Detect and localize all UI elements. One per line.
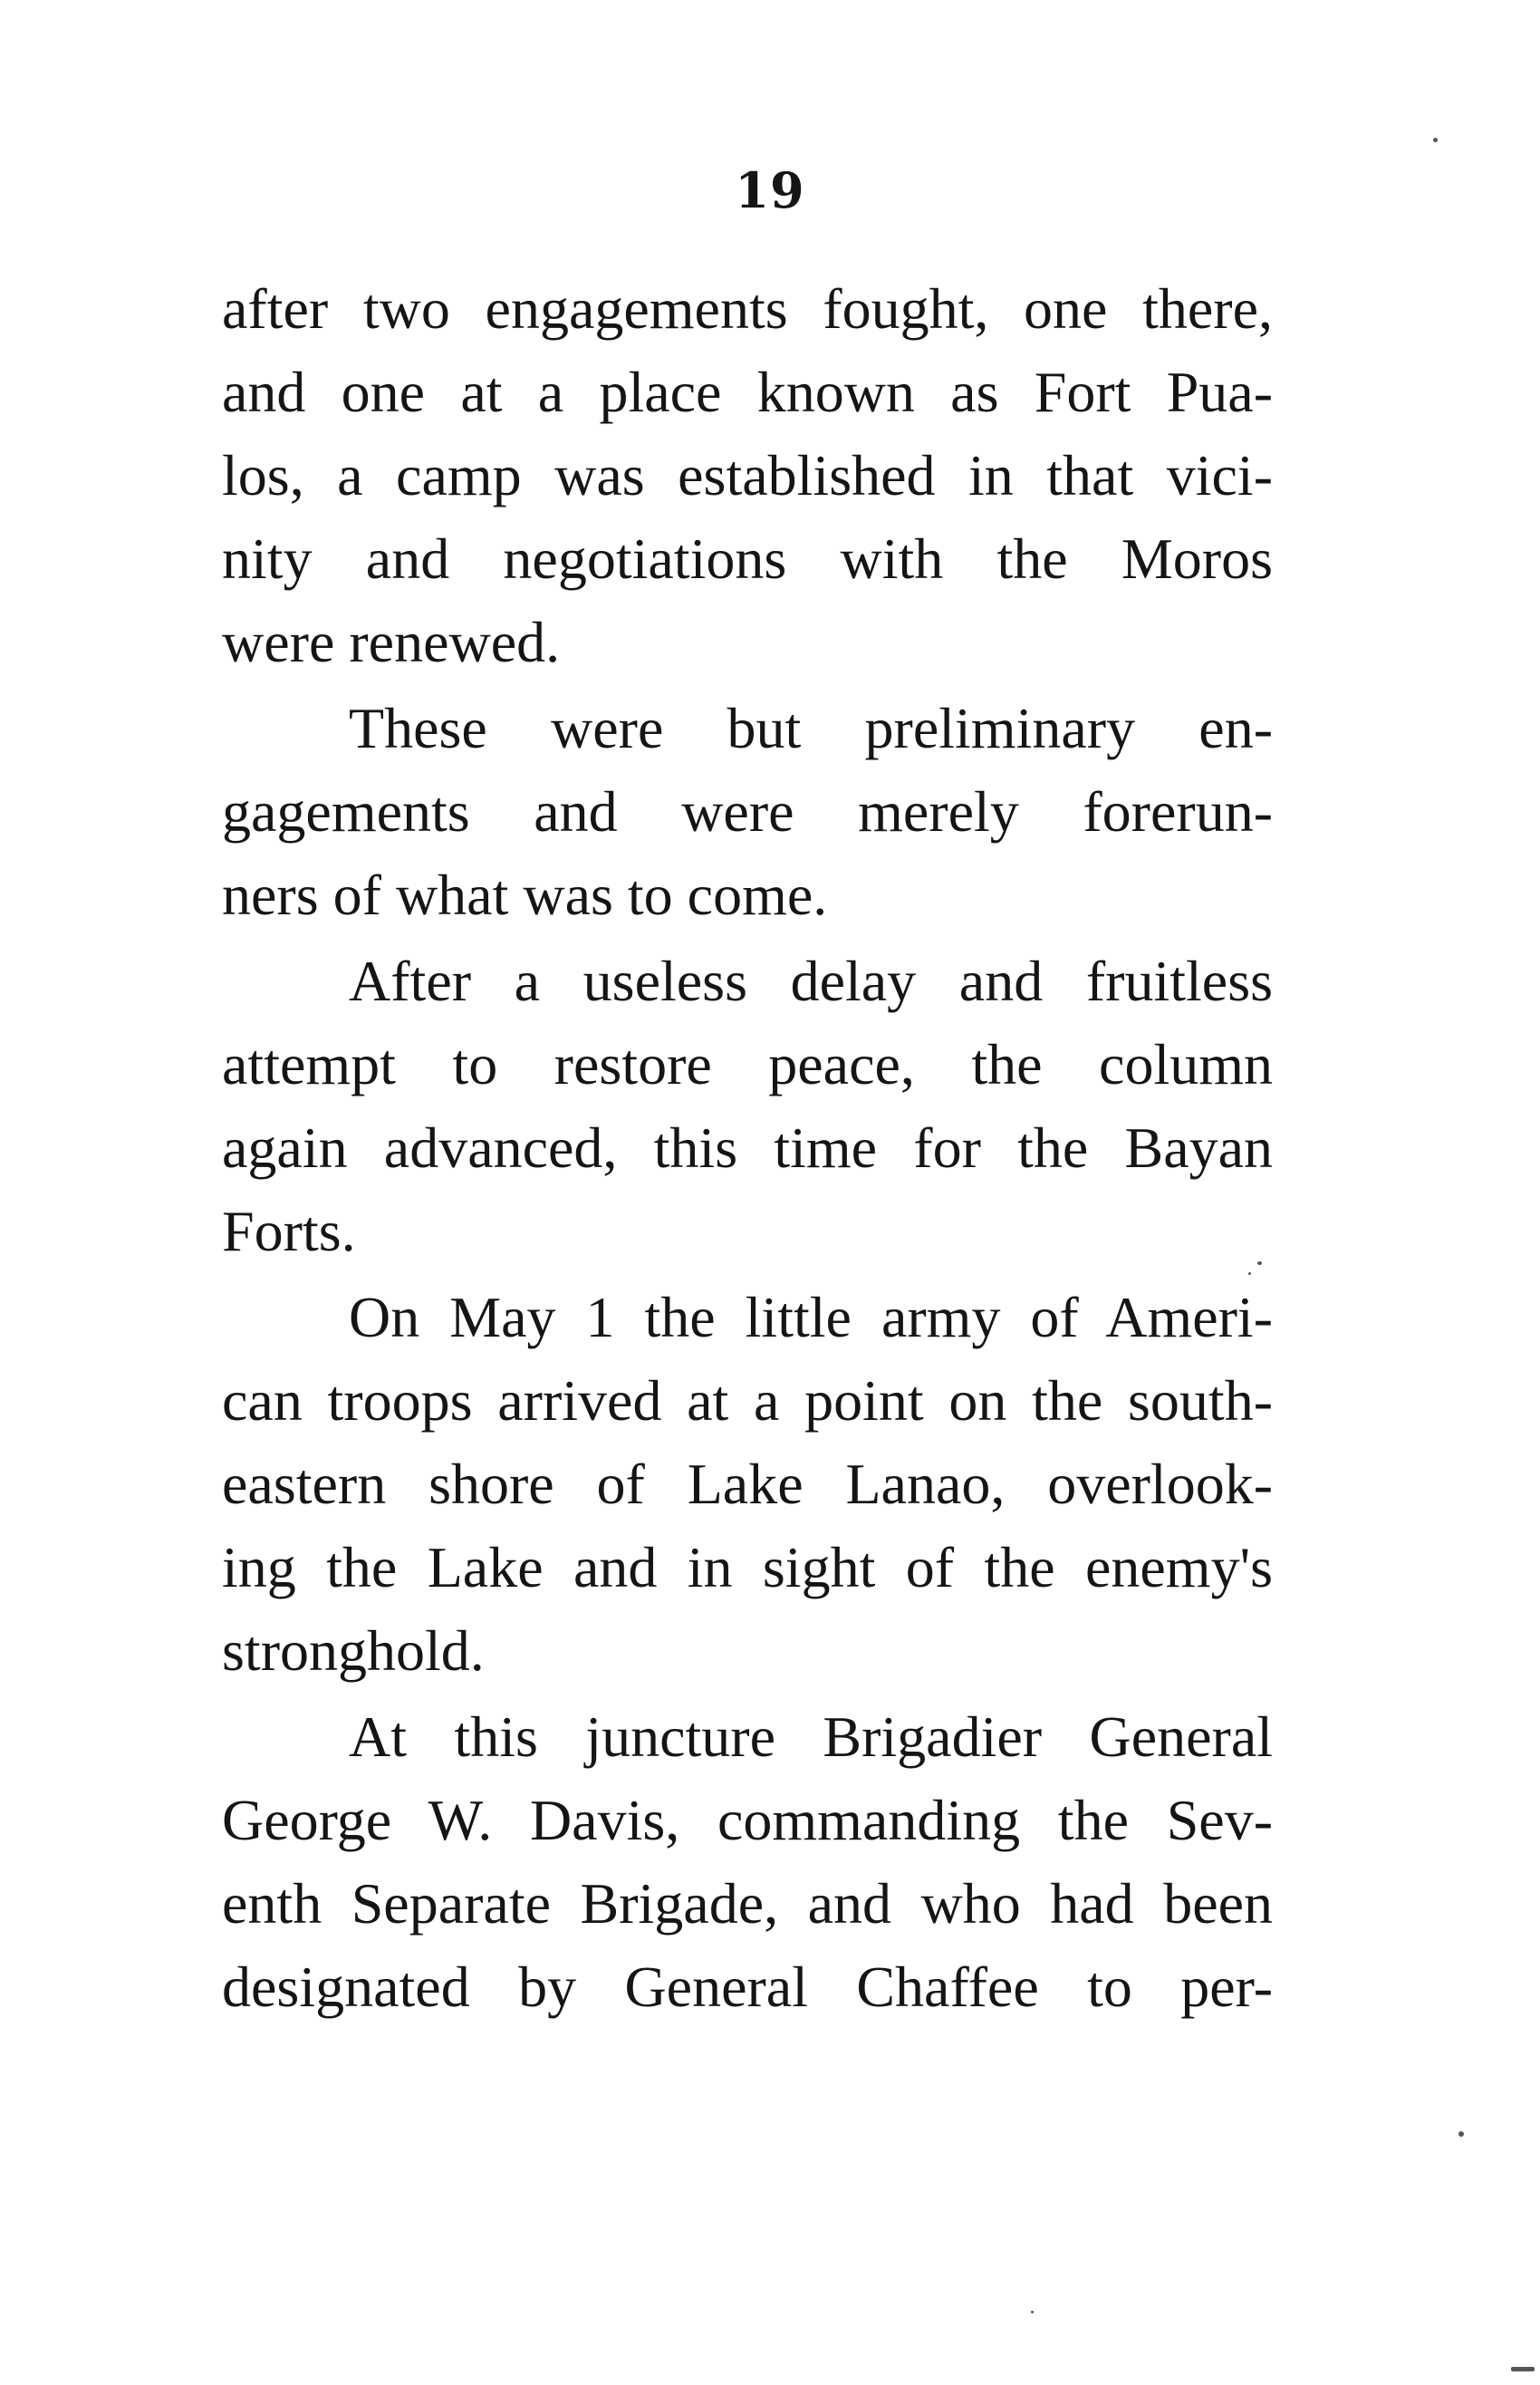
text-line: and one at a place known as Fort Pua- <box>222 360 1273 424</box>
paragraph-5 <box>222 1695 1273 2029</box>
paragraph-2 <box>222 687 1273 937</box>
text-line: gagements and were merely forerun- <box>222 779 1273 844</box>
text-line: George W. Davis, commanding the Sev- <box>222 1788 1273 1852</box>
text-line: after two engagements fought, one there, <box>222 276 1273 341</box>
text-line: can troops arrived at a point on the south- <box>222 1368 1273 1433</box>
text-line: Forts. <box>222 1199 356 1263</box>
paragraph-4 <box>222 1276 1273 1693</box>
scan-speck <box>1511 2367 1535 2371</box>
scan-speck <box>1031 2311 1034 2313</box>
body-text <box>222 267 1273 2029</box>
text-line: attempt to restore peace, the column <box>222 1032 1273 1096</box>
scan-speck <box>1433 138 1438 142</box>
text-line: These were but preliminary en- <box>349 696 1273 760</box>
scan-speck <box>1458 2131 1464 2137</box>
text-line: ners of what was to come. <box>222 863 828 927</box>
text-line: At this juncture Brigadier General <box>349 1704 1273 1769</box>
text-line: designated by General Chaffee to per- <box>222 1955 1273 2019</box>
text-line: were renewed. <box>222 610 561 674</box>
paragraph-1 <box>222 267 1273 684</box>
text-line: On May 1 the little army of Ameri- <box>349 1285 1273 1349</box>
text-line: nity and negotiations with the Moros <box>222 526 1273 591</box>
text-line: After a useless delay and fruitless <box>349 949 1273 1013</box>
text-line: again advanced, this time for the Bayan <box>222 1115 1273 1180</box>
text-line: stronghold. <box>222 1618 485 1683</box>
text-line: enth Separate Brigade, and who had been <box>222 1871 1273 1936</box>
page-number: 19 <box>735 161 805 219</box>
paragraph-3 <box>222 940 1273 1273</box>
text-line: ing the Lake and in sight of the enemy's <box>222 1535 1273 1599</box>
text-line: los, a camp was established in that vici- <box>222 443 1273 507</box>
text-line: eastern shore of Lake Lanao, overlook- <box>222 1452 1273 1516</box>
